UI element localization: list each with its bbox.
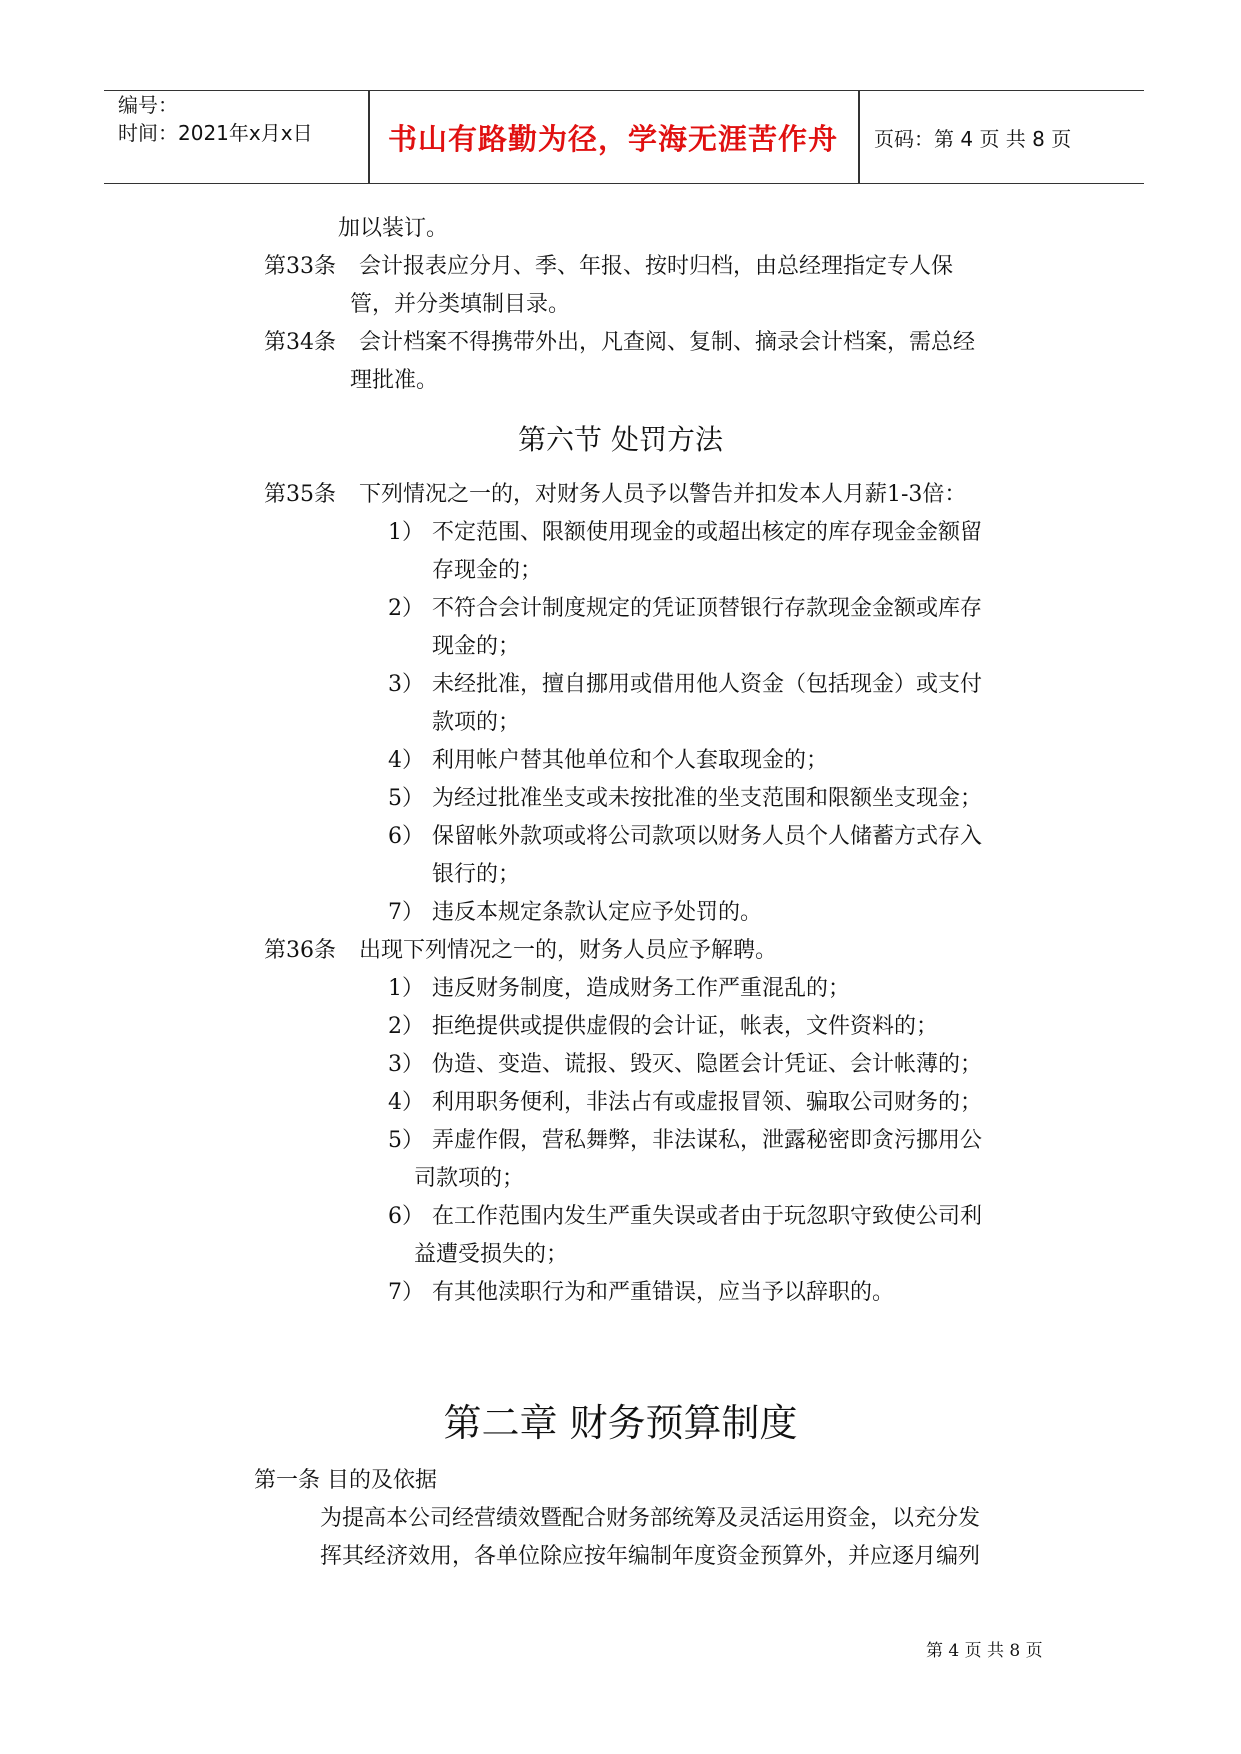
list-item: 2） 拒绝提供或提供虚假的会计证，帐表，文件资料的； <box>388 1014 939 1039</box>
article-36 <box>264 936 777 966</box>
list-item: 1） 违反财务制度，造成财务工作严重混乱的； <box>388 976 851 1001</box>
article-35 <box>264 480 966 510</box>
list-item: 3） 未经批准，擅自挪用或借用他人资金（包括现金）或支付 <box>388 672 983 697</box>
header-meta <box>118 91 313 147</box>
time-label: 时间：2021年x月x日 <box>118 121 313 145</box>
list-item: 6） 保留帐外款项或将公司款项以财务人员个人储蓄方式存入 <box>388 824 983 849</box>
article-number: 第36条 <box>264 938 336 963</box>
header-page-label: 页码：第 4 页 共 8 页 <box>874 127 1072 151</box>
text-line: 益遭受损失的； <box>414 1242 569 1267</box>
list-item: 4） 利用帐户替其他单位和个人套取现金的； <box>388 748 829 773</box>
text-line: 司款项的； <box>414 1166 525 1191</box>
list-item: 6） 在工作范围内发生严重失误或者由于玩忽职守致使公司利 <box>388 1204 983 1229</box>
header-divider <box>858 91 860 183</box>
page-header <box>104 90 1144 184</box>
article-title: 第一条 目的及依据 <box>254 1468 437 1493</box>
list-item: 7） 有其他渎职行为和严重错误，应当予以辞职的。 <box>388 1280 895 1305</box>
list-item: 5） 弄虚作假，营私舞弊，非法谋私，泄露秘密即贪污挪用公 <box>388 1128 983 1153</box>
article-33 <box>264 252 953 282</box>
text-line: 加以装订。 <box>338 216 449 241</box>
article-text: 会计报表应分月、季、年报、按时归档，由总经理指定专人保 <box>359 254 954 279</box>
article-text: 出现下列情况之一的，财务人员应予解聘。 <box>359 938 778 963</box>
serial-label: 编号： <box>118 93 178 117</box>
text-line: 现金的； <box>432 634 521 659</box>
text-line: 挥其经济效用，各单位除应按年编制年度资金预算外，并应逐月编列 <box>320 1544 981 1569</box>
article-number: 第34条 <box>264 330 336 355</box>
text-line: 理批准。 <box>350 368 439 393</box>
list-item: 3） 伪造、变造、谎报、毁灭、隐匿会计凭证、会计帐薄的； <box>388 1052 983 1077</box>
article-number: 第35条 <box>264 482 336 507</box>
list-item: 1） 不定范围、限额使用现金的或超出核定的库存现金金额留 <box>388 520 983 545</box>
article-text: 会计档案不得携带外出，凡查阅、复制、摘录会计档案，需总经 <box>359 330 976 355</box>
text-line: 银行的； <box>432 862 521 887</box>
article-34 <box>264 328 975 358</box>
text-line: 管，并分类填制目录。 <box>350 292 571 317</box>
list-item: 4） 利用职务便利，非法占有或虚报冒领、骗取公司财务的； <box>388 1090 983 1115</box>
page-footer: 第 4 页 共 8 页 <box>926 1641 1043 1661</box>
list-item: 2） 不符合会计制度规定的凭证顶替银行存款现金金额或库存 <box>388 596 983 621</box>
list-item: 5） 为经过批准坐支或未按批准的坐支范围和限额坐支现金； <box>388 786 983 811</box>
list-item: 7） 违反本规定条款认定应予处罚的。 <box>388 900 763 925</box>
article-text: 下列情况之一的，对财务人员予以警告并扣发本人月薪1-3倍： <box>359 482 967 507</box>
section-heading: 第六节 处罚方法 <box>518 423 723 456</box>
chapter-heading: 第二章 财务预算制度 <box>443 1401 798 1445</box>
header-motto: 书山有路勤为径，学海无涯苦作舟 <box>387 122 838 156</box>
text-line: 存现金的； <box>432 558 543 583</box>
article-number: 第33条 <box>264 254 336 279</box>
text-line: 为提高本公司经营绩效暨配合财务部统筹及灵活运用资金，以充分发 <box>320 1506 981 1531</box>
text-line: 款项的； <box>432 710 521 735</box>
